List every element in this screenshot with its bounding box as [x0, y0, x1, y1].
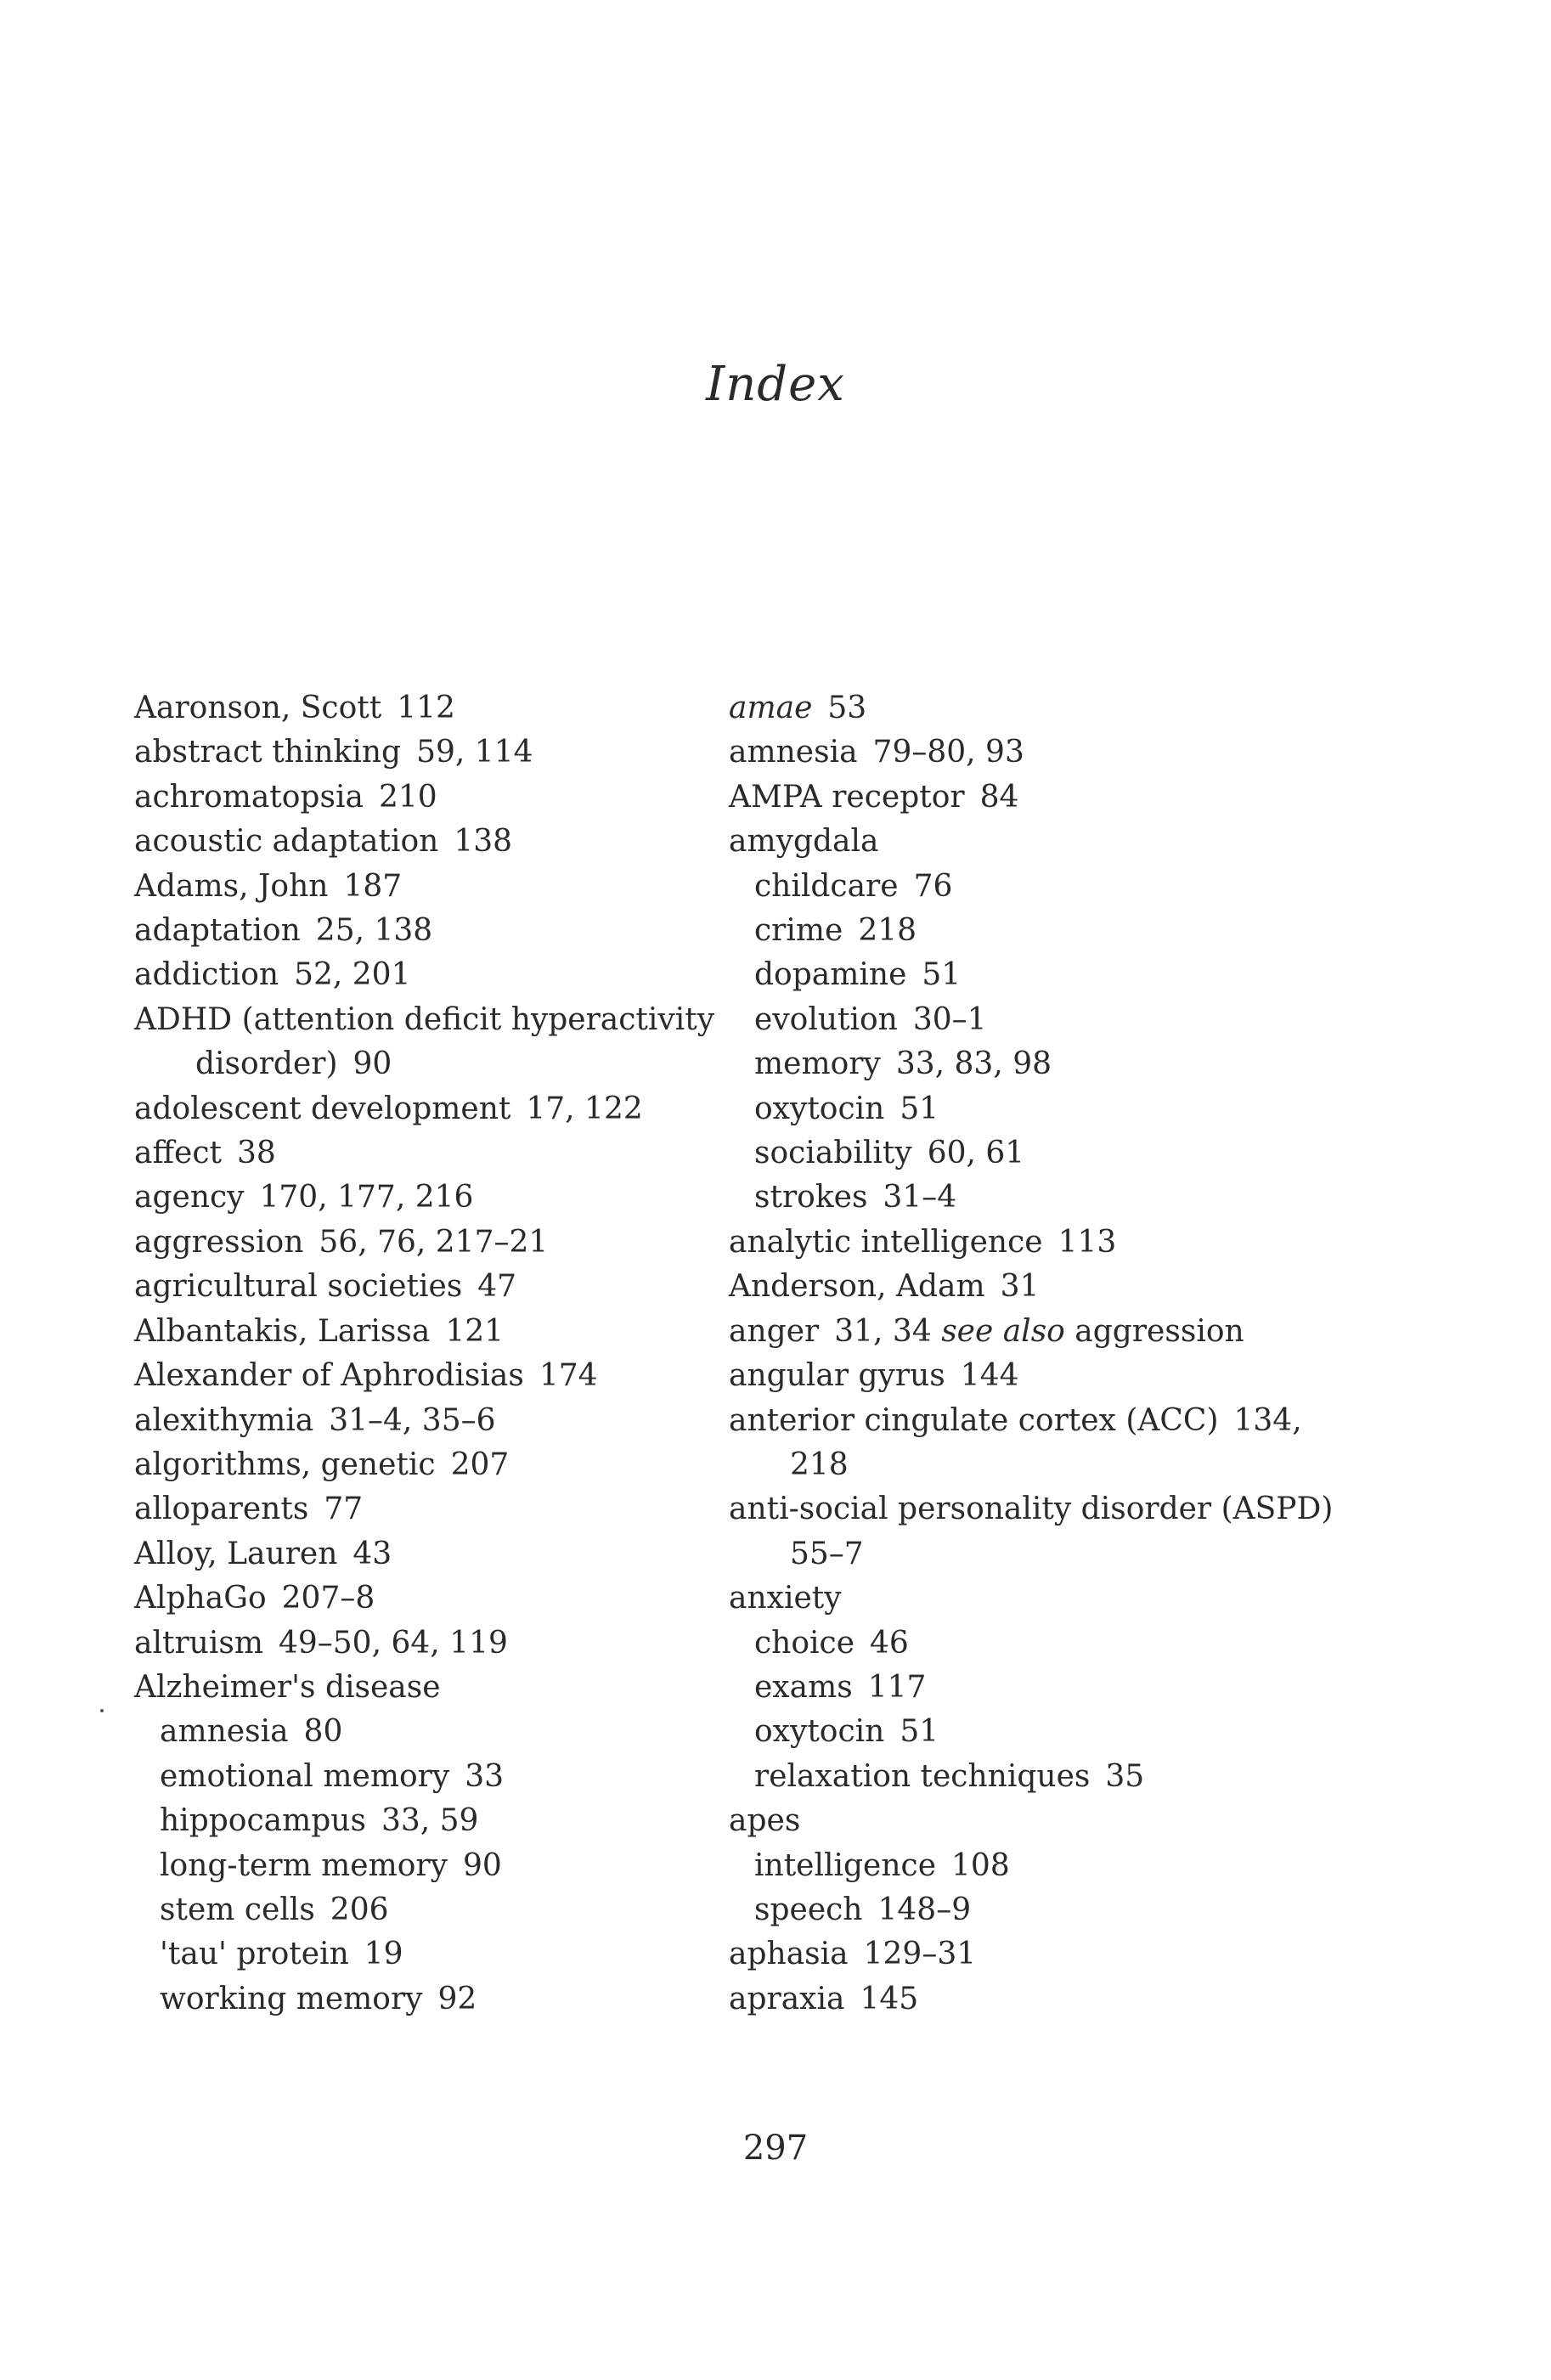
- index-subentry: evolution 30–1: [754, 1001, 987, 1037]
- index-entry: abstract thinking 59, 114: [134, 735, 533, 770]
- see-also-target: aggression: [1074, 1313, 1244, 1349]
- index-entry: algorithms, genetic 207: [134, 1447, 510, 1482]
- index-subentry: stem cells 206: [160, 1892, 389, 1927]
- index-entry: Aaronson, Scott 112: [134, 691, 455, 725]
- index-subentry: amnesia 80: [160, 1714, 343, 1750]
- index-entry: acoustic adaptation 138: [134, 824, 513, 860]
- index-entry: addiction 52, 201: [134, 957, 411, 993]
- index-entry: alloparents 77: [134, 1492, 364, 1527]
- index-subentry: hippocampus 33, 59: [160, 1803, 479, 1839]
- index-entry: agricultural societies 47: [134, 1269, 517, 1305]
- index-entry: alexithymia 31–4, 35–6: [134, 1402, 496, 1438]
- index-subentry: crime 218: [754, 913, 917, 949]
- page-number: 297: [742, 2129, 809, 2168]
- index-entry: anti-social personality disorder (ASPD) 55–7: [729, 1492, 1334, 1571]
- index-entry: anterior cingulate cortex (ACC) 134, 218: [729, 1402, 1302, 1482]
- index-entry: altruism 49–50, 64, 119: [134, 1625, 508, 1661]
- index-subentry: exams 117: [754, 1669, 927, 1705]
- index-subentry: emotional memory 33: [160, 1758, 504, 1794]
- index-entry: anger 31, 34 see also aggression: [729, 1313, 1244, 1349]
- index-entry: angular gyrus 144: [729, 1358, 1019, 1394]
- index-entry: Adams, John 187: [134, 868, 403, 904]
- index-entry: apes: [729, 1803, 801, 1839]
- index-entry: aggression 56, 76, 217–21: [134, 1224, 549, 1260]
- index-column-left: [134, 686, 714, 2022]
- index-subentry: strokes 31–4: [754, 1180, 957, 1215]
- index-subentry: long-term memory 90: [160, 1847, 502, 1883]
- index-entry: Alexander of Aphrodisias 174: [134, 1358, 598, 1394]
- index-entry: amnesia 79–80, 93: [729, 735, 1024, 770]
- stray-ink-mark: [100, 1709, 104, 1712]
- index-entry: Anderson, Adam 31: [729, 1269, 1040, 1305]
- index-subentry: working memory 92: [160, 1981, 477, 2016]
- index-entry: Alloy, Lauren 43: [134, 1536, 392, 1571]
- index-subentry: memory 33, 83, 98: [754, 1046, 1052, 1082]
- see-also-label: see also: [941, 1313, 1065, 1349]
- index-entry: apraxia 145: [729, 1981, 919, 2016]
- index-entry: aphasia 129–31: [729, 1937, 977, 1972]
- index-entry: amygdala: [729, 824, 879, 860]
- index-entry: adaptation 25, 138: [134, 913, 433, 949]
- index-entry: analytic intelligence 113: [729, 1224, 1117, 1260]
- page-title: Index: [706, 357, 845, 412]
- index-entry: AMPA receptor 84: [729, 779, 1019, 815]
- index-subentry: choice 46: [754, 1625, 909, 1661]
- index-column-right: [729, 686, 1333, 2022]
- index-subentry: sociability 60, 61: [754, 1136, 1025, 1171]
- index-entry: AlphaGo 207–8: [134, 1581, 375, 1616]
- index-entry: amae 53: [729, 691, 867, 725]
- index-subentry: 'tau' protein 19: [160, 1937, 403, 1972]
- index-entry: Alzheimer's disease: [134, 1669, 441, 1705]
- index-subentry: dopamine 51: [754, 957, 962, 993]
- index-entry: adolescent development 17, 122: [134, 1091, 643, 1126]
- index-entry: anxiety: [729, 1581, 842, 1616]
- index-entry: ADHD (attention deficit hyperactivity disorder) 90: [134, 1001, 715, 1082]
- index-subentry: oxytocin 51: [754, 1714, 939, 1750]
- index-entry: agency 170, 177, 216: [134, 1180, 474, 1215]
- index-entry: achromatopsia 210: [134, 779, 437, 815]
- index-subentry: childcare 76: [754, 868, 953, 904]
- index-subentry: intelligence 108: [754, 1847, 1010, 1883]
- index-entry: Albantakis, Larissa 121: [134, 1313, 505, 1349]
- index-subentry: relaxation techniques 35: [754, 1758, 1145, 1794]
- index-subentry: speech 148–9: [754, 1892, 972, 1927]
- index-subentry: oxytocin 51: [754, 1091, 939, 1126]
- index-entry: affect 38: [134, 1136, 276, 1171]
